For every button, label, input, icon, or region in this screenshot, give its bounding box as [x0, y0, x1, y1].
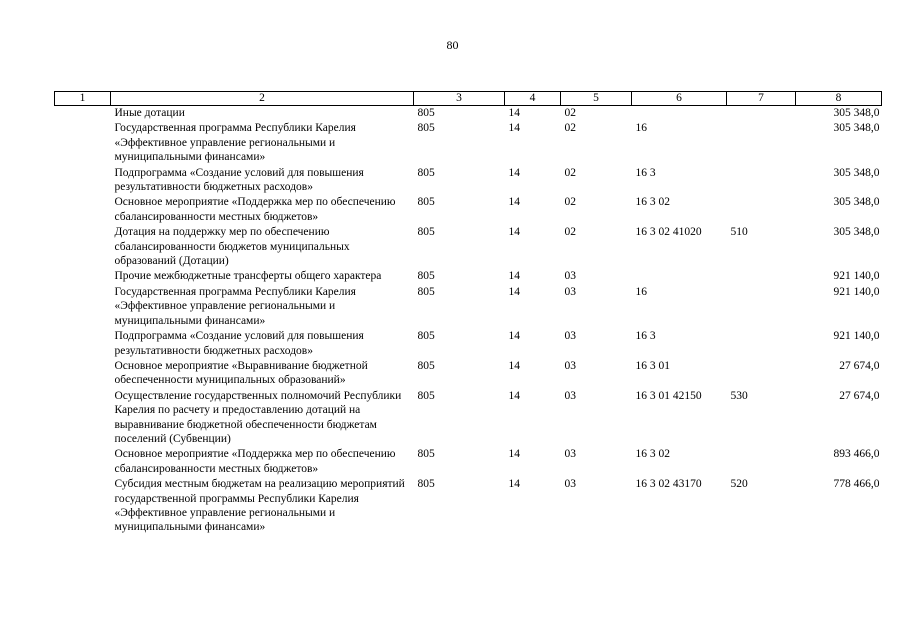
- cell-expense-type: [727, 329, 796, 359]
- table-row: [55, 166, 882, 196]
- cell-amount: 778 466,0: [833, 478, 880, 491]
- cell-target-article: 16 3: [635, 166, 656, 179]
- cell-section: 14: [508, 122, 520, 135]
- cell-section: 14: [508, 478, 520, 491]
- cell-amount: 921 140,0: [833, 285, 880, 298]
- cell-admin-code: 805: [417, 448, 435, 461]
- table-row: [55, 329, 882, 359]
- header-row: [55, 92, 882, 106]
- cell-target-article: 16 3: [635, 330, 656, 343]
- table-row: [55, 106, 882, 122]
- cell-admin-code: 805: [417, 359, 435, 372]
- cell-section: 14: [508, 166, 520, 179]
- cell-target-article: [632, 106, 727, 122]
- cell-subsection: 03: [564, 359, 576, 372]
- cell-admin-code: 805: [417, 330, 435, 343]
- column-header-1: 1: [55, 92, 111, 106]
- cell-subsection: 02: [564, 196, 576, 209]
- budget-table: [54, 91, 882, 536]
- cell-expense-type: [727, 121, 796, 165]
- column-header-7: 7: [727, 92, 796, 106]
- table-row: [55, 447, 882, 477]
- cell-expense-type: [727, 195, 796, 225]
- row-number: [55, 389, 111, 448]
- row-number: [55, 121, 111, 165]
- row-number: [55, 477, 111, 536]
- cell-amount: 921 140,0: [833, 270, 880, 283]
- cell-amount: 27 674,0: [839, 359, 880, 372]
- row-number: [55, 285, 111, 329]
- cell-subsection: 02: [564, 226, 576, 239]
- cell-subsection: 02: [564, 166, 576, 179]
- cell-admin-code: 805: [417, 226, 435, 239]
- cell-expense-type: [727, 285, 796, 329]
- cell-subsection: 03: [564, 389, 576, 402]
- cell-target-article: 16 3 02 41020: [635, 226, 702, 239]
- row-number: [55, 195, 111, 225]
- cell-section: 14: [508, 196, 520, 209]
- cell-target-article: 16 3 01 42150: [635, 389, 702, 402]
- cell-amount: 893 466,0: [833, 448, 880, 461]
- row-name: Осуществление государственных полномочий Республики Карелия по расчету и предоставлению дотаций на выравнивание бюджетной обеспеченности бюджетам поселений (Субвенции): [114, 389, 402, 445]
- row-name: Подпрограмма «Создание условий для повышения результативности бюджетных расходов»: [114, 330, 364, 357]
- cell-subsection: 03: [564, 448, 576, 461]
- table-row: [55, 225, 882, 269]
- column-header-6: 6: [632, 92, 727, 106]
- cell-subsection: 03: [564, 330, 576, 343]
- table-row: [55, 389, 882, 448]
- cell-admin-code: 805: [417, 285, 435, 298]
- cell-expense-type: 520: [730, 478, 748, 491]
- table-row: [55, 195, 882, 225]
- cell-admin-code: 805: [417, 478, 435, 491]
- cell-admin-code: 805: [417, 122, 435, 135]
- cell-target-article: [632, 269, 727, 284]
- cell-expense-type: [727, 447, 796, 477]
- cell-admin-code: 805: [417, 270, 435, 283]
- cell-admin-code: 805: [417, 196, 435, 209]
- row-name: Подпрограмма «Создание условий для повышения результативности бюджетных расходов»: [114, 166, 364, 194]
- cell-target-article: 16 3 02 43170: [635, 478, 702, 491]
- cell-expense-type: [727, 269, 796, 284]
- cell-section: 14: [508, 359, 520, 372]
- row-number: [55, 329, 111, 359]
- cell-amount: 921 140,0: [833, 330, 880, 343]
- row-number: [55, 359, 111, 389]
- cell-subsection: 03: [564, 478, 576, 491]
- cell-admin-code: 805: [417, 166, 435, 179]
- cell-target-article: 16 3 01: [635, 359, 670, 372]
- page-number: 80: [446, 38, 459, 52]
- cell-expense-type: 510: [730, 226, 748, 239]
- row-name: Прочие межбюджетные трансферты общего характера: [114, 270, 382, 283]
- cell-section: 14: [508, 285, 520, 298]
- row-name: Государственная программа Республики Карелия «Эффективное управление региональными и муниципальными финансами»: [114, 122, 356, 164]
- cell-subsection: 02: [564, 107, 576, 119]
- cell-subsection: 03: [564, 270, 576, 283]
- row-name: Иные дотации: [114, 107, 185, 119]
- row-number: [55, 269, 111, 284]
- table-row: [55, 269, 882, 284]
- table-row: [55, 121, 882, 165]
- cell-section: 14: [508, 448, 520, 461]
- cell-section: 14: [508, 330, 520, 343]
- cell-subsection: 03: [564, 285, 576, 298]
- cell-amount: 305 348,0: [833, 107, 880, 119]
- cell-expense-type: [727, 359, 796, 389]
- row-name: Основное мероприятие «Выравнивание бюджетной обеспеченности муниципальных образований»: [114, 359, 368, 387]
- cell-expense-type: [727, 106, 796, 122]
- row-name: Государственная программа Республики Карелия «Эффективное управление региональными и муниципальными финансами»: [114, 285, 356, 327]
- row-number: [55, 166, 111, 196]
- cell-admin-code: 805: [417, 107, 435, 119]
- cell-amount: 305 348,0: [833, 166, 880, 179]
- cell-expense-type: 530: [730, 389, 748, 402]
- cell-expense-type: [727, 166, 796, 196]
- row-name: Основное мероприятие «Поддержка мер по обеспечению сбалансированности местных бюджетов»: [114, 196, 396, 223]
- row-name: Дотация на поддержку мер по обеспечению сбалансированности бюджетов муниципальных образований (Дотации): [114, 226, 350, 268]
- cell-target-article: 16 3 02: [635, 448, 670, 461]
- cell-subsection: 02: [564, 122, 576, 135]
- row-name: Основное мероприятие «Поддержка мер по обеспечению сбалансированности местных бюджетов»: [114, 448, 396, 475]
- table-row: [55, 359, 882, 389]
- table-row: [55, 285, 882, 329]
- column-header-2: 2: [111, 92, 414, 106]
- cell-target-article: 16 3 02: [635, 196, 670, 209]
- column-header-4: 4: [505, 92, 561, 106]
- cell-amount: 305 348,0: [833, 122, 880, 135]
- column-header-3: 3: [414, 92, 505, 106]
- cell-admin-code: 805: [417, 389, 435, 402]
- row-name: Субсидия местным бюджетам на реализацию мероприятий государственной программы Республики Карелия «Эффективное управление региональными и муниципальными финансами»: [114, 478, 405, 534]
- table-row: [55, 477, 882, 536]
- column-header-8: 8: [796, 92, 882, 106]
- row-number: [55, 447, 111, 477]
- cell-target-article: 16: [635, 285, 647, 298]
- column-header-5: 5: [561, 92, 632, 106]
- row-number: [55, 225, 111, 269]
- cell-amount: 305 348,0: [833, 226, 880, 239]
- cell-section: 14: [508, 389, 520, 402]
- cell-amount: 27 674,0: [839, 389, 880, 402]
- cell-amount: 305 348,0: [833, 196, 880, 209]
- cell-section: 14: [508, 226, 520, 239]
- cell-target-article: 16: [635, 122, 647, 135]
- cell-section: 14: [508, 107, 520, 119]
- cell-section: 14: [508, 270, 520, 283]
- table-body: [55, 106, 882, 536]
- row-number: [55, 106, 111, 122]
